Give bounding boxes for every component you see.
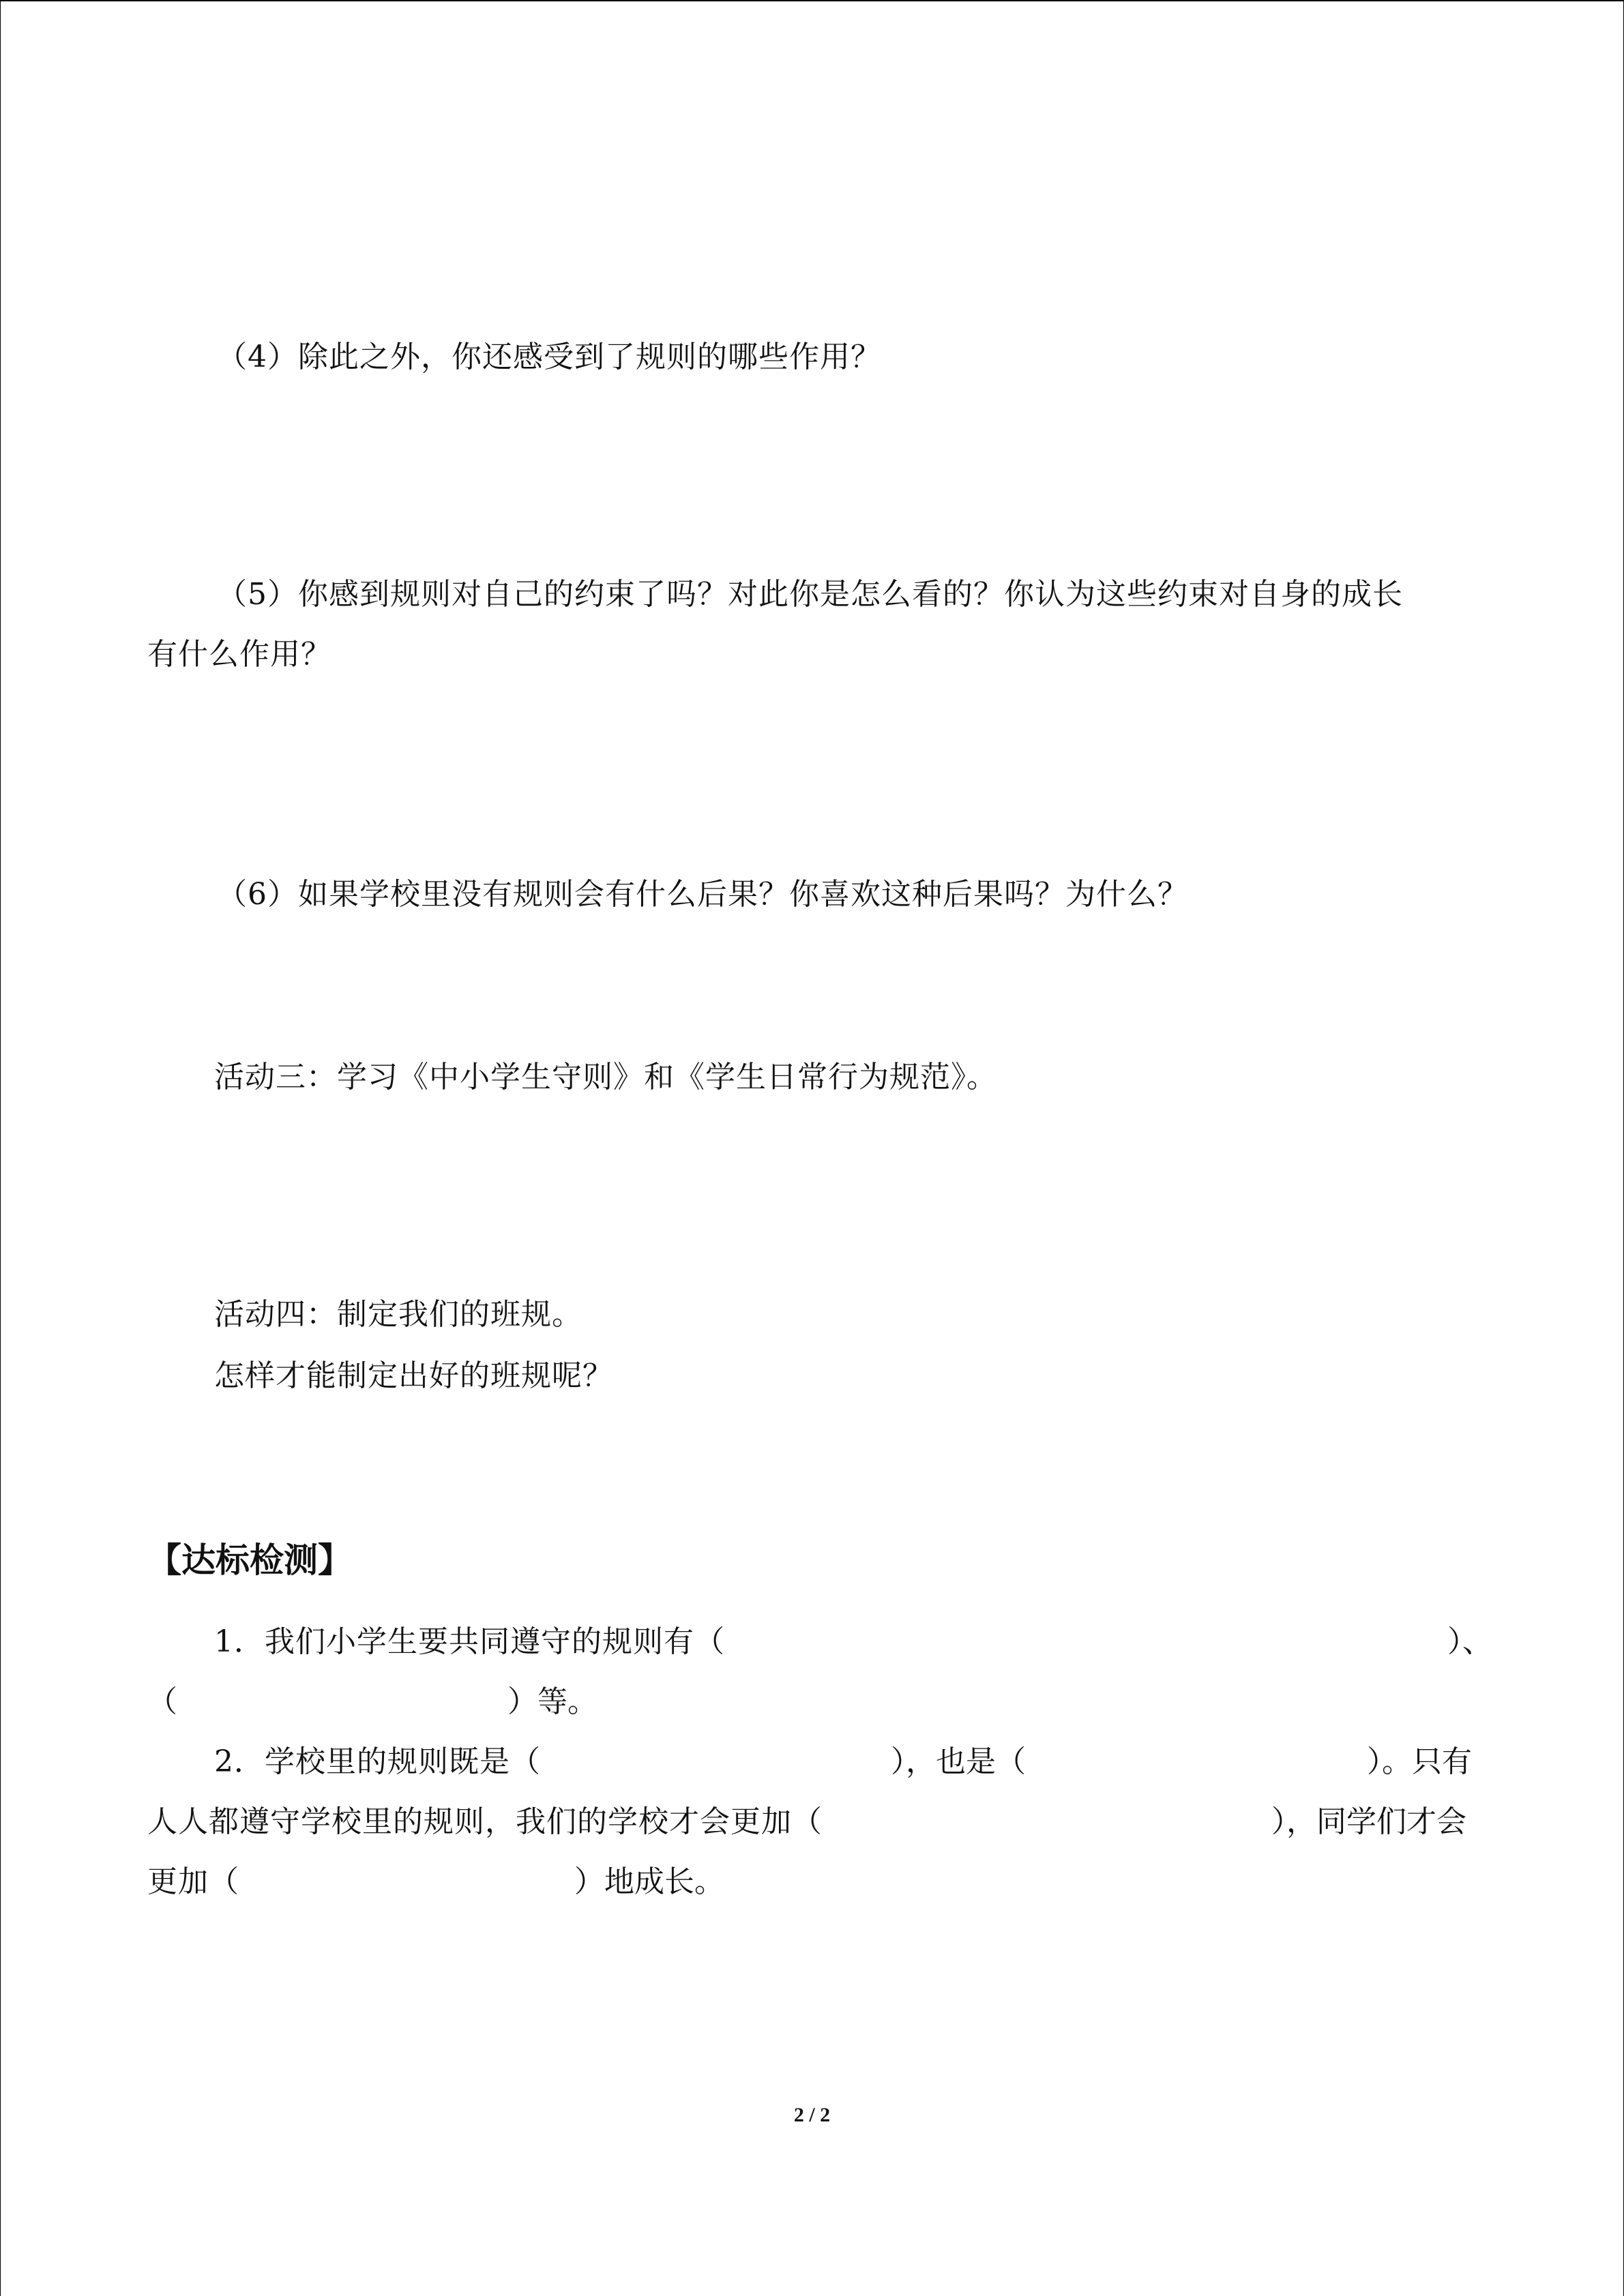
page-number: 2 / 2 <box>793 2104 831 2126</box>
exercise-2-mid: ），也是（ <box>891 1744 1026 1779</box>
question-5-line-1: （5）你感到规则对自己的约束了吗？对此你是怎么看的？你认为这些约束对自身的成长 <box>217 577 1403 612</box>
exercise-1-line-2-close: ）等。 <box>507 1684 597 1719</box>
question-5-line-2: 有什么作用？ <box>147 637 331 672</box>
activity-3: 活动三：学习《中小学生守则》和《学生日常行为规范》。 <box>214 1060 997 1094</box>
exercise-2-line-3: 更加（ <box>147 1864 239 1899</box>
question-6: （6）如果学校里没有规则会有什么后果？你喜欢这种后果吗？为什么？ <box>217 877 1188 912</box>
question-4: （4）除此之外，你还感受到了规则的哪些作用？ <box>217 340 881 374</box>
activity-4: 活动四：制定我们的班规。 <box>214 1297 582 1332</box>
exercise-1-end: ）、 <box>1447 1624 1492 1659</box>
exercise-1-text: 1．我们小学生要共同遵守的规则有（ <box>214 1624 725 1659</box>
exercise-2-text: 2．学校里的规则既是（ <box>214 1744 541 1779</box>
exercise-2-line-3-end: ）地成长。 <box>574 1864 724 1899</box>
exercise-2-end: ）。只有 <box>1367 1744 1472 1779</box>
section-title: 【达标检测】 <box>147 1540 352 1580</box>
activity-4-question: 怎样才能制定出好的班规呢？ <box>214 1358 613 1393</box>
exercise-1-line-2-open: （ <box>147 1684 177 1719</box>
exercise-2-line-2: 人人都遵守学校里的规则，我们的学校才会更加（ <box>147 1804 823 1839</box>
exercise-2-line-2-end: ），同学们才会 <box>1271 1804 1466 1839</box>
